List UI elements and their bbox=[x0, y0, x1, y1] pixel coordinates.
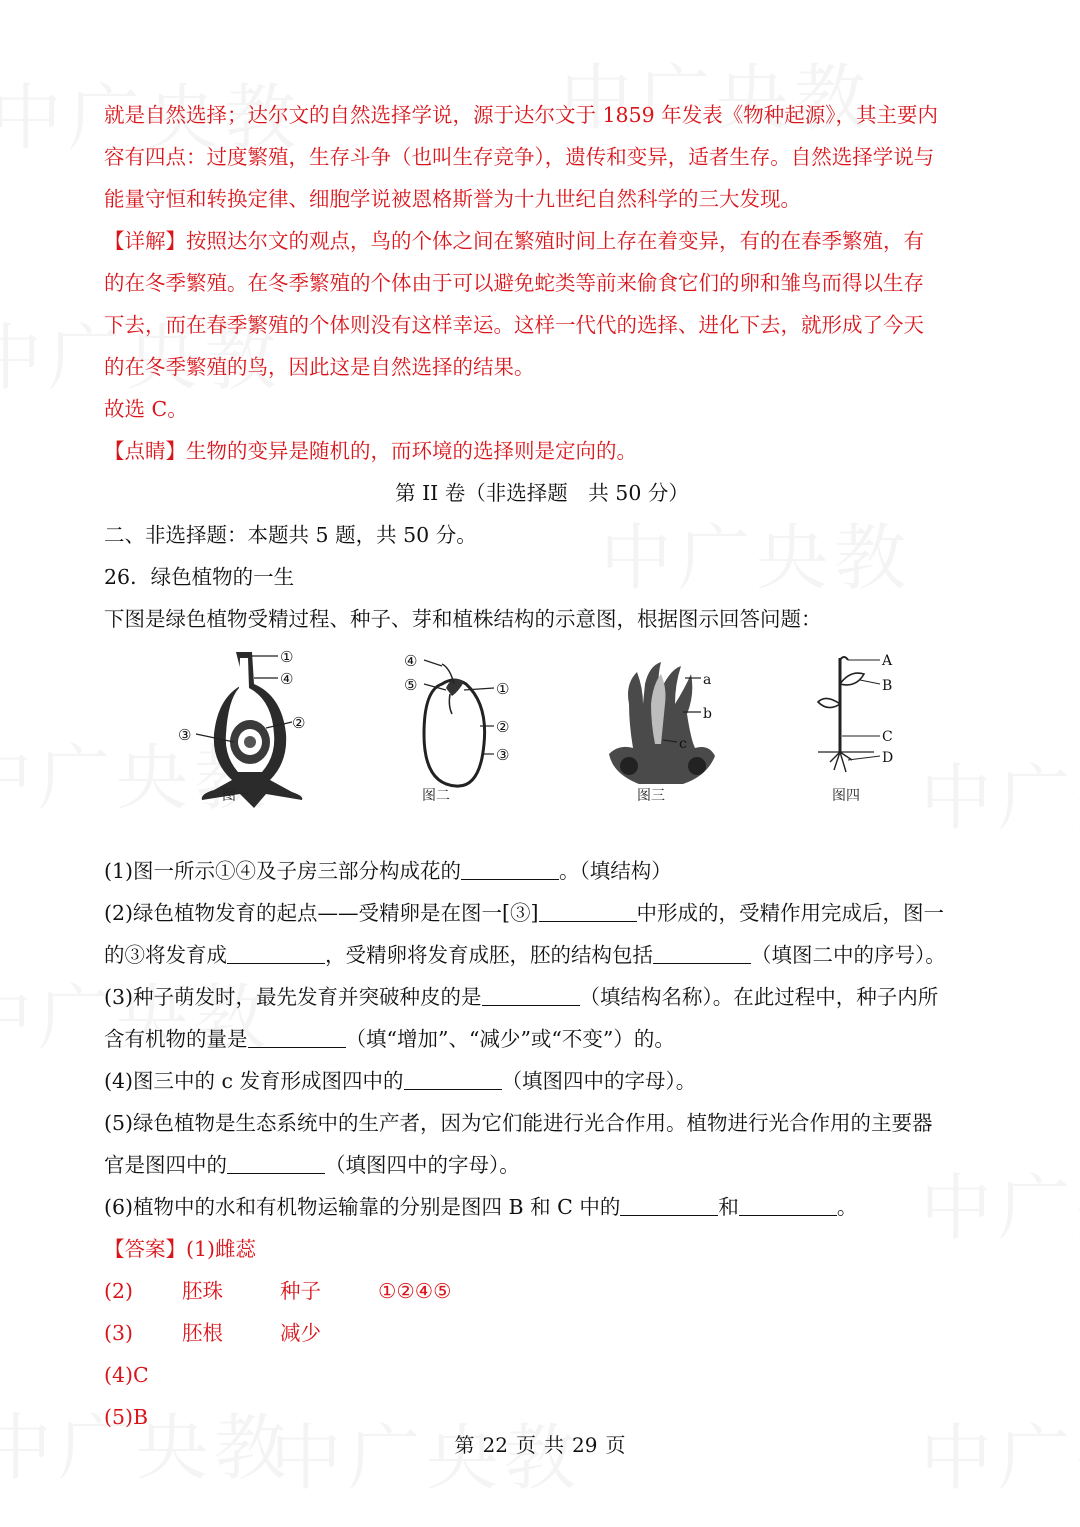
explanation-line: 容有四点：过度繁殖，生存斗争（也叫生存竞争），遗传和变异，适者生存。自然选择学说与 bbox=[104, 145, 935, 169]
fig1-label: ② bbox=[292, 714, 306, 732]
question-text: (4)图三中的 c 发育形成图四中的 bbox=[104, 1069, 404, 1093]
figure-caption: 图一 bbox=[222, 788, 250, 804]
question-text: 的③将发育成 bbox=[104, 943, 227, 967]
question-item-2-cont bbox=[104, 934, 980, 976]
explanation-line: 就是自然选择；达尔文的自然选择学说，源于达尔文于 1859 年发表《物种起源》，其主要内 bbox=[104, 103, 938, 127]
fig2-label: ② bbox=[496, 718, 510, 736]
question-item-3-cont bbox=[104, 1018, 980, 1060]
question-title: 26．绿色植物的一生 bbox=[104, 565, 295, 589]
answer-value: 减少 bbox=[280, 1321, 321, 1345]
fig3-label: b bbox=[703, 706, 712, 722]
figure-1-pistil bbox=[174, 644, 334, 844]
answer-blank bbox=[404, 1067, 502, 1090]
question-text: 含有机物的量是 bbox=[104, 1027, 248, 1051]
question-text: 。 bbox=[836, 1195, 858, 1219]
fig4-label: B bbox=[882, 678, 893, 694]
footer-text: 页 bbox=[605, 1433, 626, 1457]
total-pages: 29 bbox=[572, 1433, 598, 1457]
footer-text: 共 bbox=[544, 1433, 564, 1457]
question-text: （填图二中的序号）。 bbox=[751, 943, 946, 967]
detail-line: 【详解】按照达尔文的观点，鸟的个体之间在繁殖时间上存在着变异，有的在春季繁殖，有 bbox=[104, 229, 924, 253]
answer-value: 胚珠 bbox=[182, 1279, 223, 1303]
fig2-label: ① bbox=[496, 680, 510, 698]
pistil-diagram bbox=[174, 644, 334, 844]
section-intro: 二、非选择题：本题共 5 题，共 50 分。 bbox=[104, 523, 477, 547]
answer-5: (5)B bbox=[104, 1405, 149, 1429]
answer-blank bbox=[248, 1025, 346, 1048]
page-footer bbox=[0, 1429, 1080, 1458]
figure-caption: 图二 bbox=[422, 788, 450, 804]
question-item-4 bbox=[104, 1060, 980, 1102]
answer-value: ①②④⑤ bbox=[378, 1279, 452, 1303]
plant-diagram bbox=[804, 644, 924, 844]
page-number: 22 bbox=[482, 1433, 508, 1457]
answer-blank bbox=[539, 899, 637, 922]
detail-line: 的在冬季繁殖。在冬季繁殖的个体由于可以避免蛇类等前来偷食它们的卵和雏鸟而得以生存 bbox=[104, 271, 924, 295]
answer-blank bbox=[482, 983, 580, 1006]
answer-blank bbox=[739, 1193, 837, 1216]
detail-line: 的在冬季繁殖的鸟，因此这是自然选择的结果。 bbox=[104, 355, 535, 379]
answer-3 bbox=[104, 1312, 980, 1354]
answer-value: 种子 bbox=[280, 1279, 321, 1303]
answer-2 bbox=[104, 1270, 980, 1312]
fig2-label: ④ bbox=[404, 652, 418, 670]
answer-1: 【答案】(1)雌蕊 bbox=[104, 1237, 257, 1261]
question-item-5: (5)绿色植物是生态系统中的生产者，因为它们能进行光合作用。植物进行光合作用的主要器 bbox=[104, 1111, 933, 1135]
question-text: （填结构名称）。在此过程中，种子内所 bbox=[579, 985, 939, 1009]
answer-blank bbox=[461, 857, 559, 880]
answer-number: (2) bbox=[104, 1279, 134, 1303]
fig4-label: D bbox=[882, 750, 894, 766]
figure-row bbox=[104, 644, 980, 850]
question-item-1 bbox=[104, 850, 980, 892]
question-text: (2)绿色植物发育的起点——受精卵是在图一[③] bbox=[104, 901, 539, 925]
answer-4: (4)C bbox=[104, 1363, 149, 1387]
answer-blank bbox=[227, 1151, 325, 1174]
question-text: 。（填结构） bbox=[559, 859, 672, 883]
question-item-6 bbox=[104, 1186, 980, 1228]
question-text: 官是图四中的 bbox=[104, 1153, 227, 1177]
question-item-5-cont bbox=[104, 1144, 980, 1186]
figure-3-bud bbox=[599, 644, 739, 844]
question-text: （填图四中的字母）。 bbox=[325, 1153, 520, 1177]
fig1-label: ④ bbox=[280, 670, 294, 688]
fig3-label: a bbox=[703, 672, 712, 688]
question-intro: 下图是绿色植物受精过程、种子、芽和植株结构的示意图，根据图示回答问题： bbox=[104, 607, 822, 631]
footer-text: 第 bbox=[454, 1433, 475, 1457]
question-text: (3)种子萌发时，最先发育并突破种皮的是 bbox=[104, 985, 482, 1009]
question-text: （填“增加”、“减少”或“不变”）的。 bbox=[345, 1027, 675, 1051]
question-text: (6)植物中的水和有机物运输靠的分别是图四 B 和 C 中的 bbox=[104, 1195, 621, 1219]
question-text: ，受精卵将发育成胚，胚的结构包括 bbox=[325, 943, 653, 967]
answer-blank bbox=[227, 941, 325, 964]
fig4-label: A bbox=[882, 653, 893, 669]
document-body bbox=[104, 94, 980, 1438]
fig1-label: ① bbox=[280, 648, 294, 666]
fig2-label: ③ bbox=[496, 746, 510, 764]
question-text: 和 bbox=[718, 1195, 739, 1219]
detail-line: 下去，而在春季繁殖的个体则没有这样幸运。这样一代代的选择、进化下去，就形成了今天 bbox=[104, 313, 924, 337]
comment-line: 【点睛】生物的变异是随机的，而环境的选择则是定向的。 bbox=[104, 439, 637, 463]
footer-text: 页 bbox=[516, 1433, 536, 1457]
answer-blank bbox=[620, 1193, 718, 1216]
question-item-2 bbox=[104, 892, 980, 934]
fig1-label: ③ bbox=[178, 726, 192, 744]
answer-blank bbox=[653, 941, 751, 964]
question-item-3 bbox=[104, 976, 980, 1018]
figure-caption: 图四 bbox=[832, 788, 860, 804]
question-text: （填图四中的字母）。 bbox=[501, 1069, 697, 1093]
question-text: 中形成的，受精作用完成后，图一 bbox=[636, 901, 945, 925]
fig2-label: ⑤ bbox=[404, 676, 418, 694]
answer-value: 胚根 bbox=[182, 1321, 223, 1345]
seed-diagram bbox=[394, 644, 534, 844]
explanation-line: 能量守恒和转换定律、细胞学说被恩格斯誉为十九世纪自然科学的三大发现。 bbox=[104, 187, 801, 211]
fig4-label: C bbox=[882, 729, 893, 745]
choice-line: 故选 C。 bbox=[104, 397, 188, 421]
figure-4-plant bbox=[804, 644, 924, 844]
figure-2-seed bbox=[394, 644, 534, 844]
figure-caption: 图三 bbox=[637, 788, 665, 804]
section-title: 第 II 卷（非选择题 共 50 分） bbox=[395, 481, 689, 505]
bud-diagram bbox=[599, 644, 739, 844]
fig3-label: c bbox=[679, 736, 687, 752]
answer-number: (3) bbox=[104, 1321, 134, 1345]
question-text: (1)图一所示①④及子房三部分构成花的 bbox=[104, 859, 462, 883]
